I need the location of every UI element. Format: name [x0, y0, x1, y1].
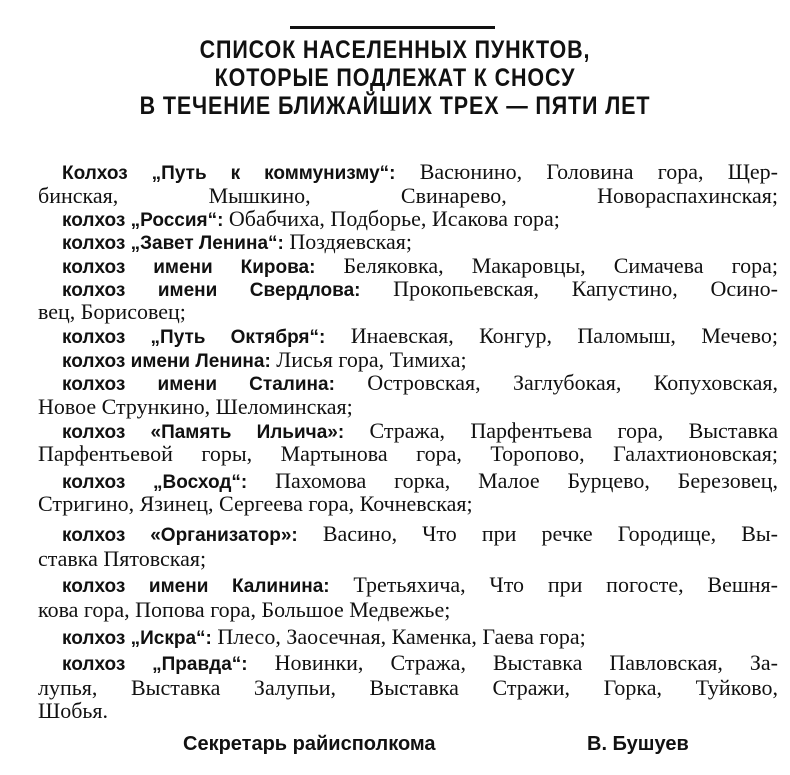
settlement-names: вец, Борисовец;: [38, 299, 186, 324]
kolkhoz-name: колхоз имени Ленина:: [62, 351, 271, 372]
list-line: [38, 547, 778, 571]
settlement-names: Лисья гора, Тимиха;: [270, 347, 467, 372]
list-line: [38, 300, 778, 324]
kolkhoz-name: колхоз „Искра“:: [62, 628, 212, 649]
list-line: [38, 395, 778, 419]
settlement-names: Третьяхича, Что при погосте, Вешня-: [329, 573, 778, 597]
list-line: [62, 573, 778, 597]
settlement-names: Новое Стрункино, Шеломинская;: [38, 394, 353, 419]
list-line: [62, 160, 778, 184]
settlement-names: Парфентьевой горы, Мартынова гора, Торопово, Галахтионовская;: [38, 442, 778, 466]
settlement-names: Беляковка, Макаровцы, Симачева гора;: [315, 254, 778, 278]
settlement-names: Пахомова горка, Малое Бурцево, Березовец,: [247, 469, 778, 493]
kolkhoz-name: колхоз имени Кирова:: [62, 257, 316, 278]
list-line: [38, 492, 778, 516]
settlement-names: кова гора, Попова гора, Большое Медвежье;: [38, 597, 451, 622]
kolkhoz-name: колхоз имени Сталина:: [62, 374, 335, 395]
list-line: [38, 598, 778, 622]
list-line: [62, 469, 778, 493]
list-line: [62, 230, 778, 256]
list-line: [62, 625, 778, 651]
list-line: [62, 254, 778, 278]
kolkhoz-name: колхоз «Память Ильича»:: [62, 422, 345, 443]
settlement-names: Плесо, Заосечная, Каменка, Гаева гора;: [211, 624, 586, 649]
settlement-names: бинская, Мышкино, Свинарево, Новораспахинская;: [38, 184, 778, 208]
list-line: [38, 699, 778, 723]
kolkhoz-name: колхоз имени Свердлова:: [62, 280, 361, 301]
settlement-names: Стригино, Язинец, Сергеева гора, Кочневская;: [38, 491, 473, 516]
title-line-2: КОТОРЫЕ ПОДЛЕЖАТ К СНОСУ: [214, 64, 576, 92]
kolkhoz-name: колхоз „Восход“:: [62, 472, 248, 493]
signature-name: В. Бушуев: [587, 733, 689, 755]
kolkhoz-name: колхоз имени Калинина:: [62, 576, 330, 597]
list-line: [62, 651, 778, 675]
list-line: [38, 184, 778, 208]
settlement-names: Васюнино, Головина гора, Щер-: [395, 160, 778, 184]
settlement-names: Прокопьевская, Капустино, Осино-: [360, 277, 778, 301]
title-line-3: В ТЕЧЕНИЕ БЛИЖАЙШИХ ТРЕХ — ПЯТИ ЛЕТ: [139, 92, 651, 120]
list-line: [62, 419, 778, 443]
list-line: [62, 324, 778, 348]
list-line: [62, 371, 778, 395]
list-line: [62, 522, 778, 546]
settlement-names: Инаевская, Конгур, Паломыш, Мечево;: [325, 324, 778, 348]
signature-role: Секретарь райисполкома: [183, 733, 436, 755]
list-line: [62, 277, 778, 301]
settlement-names: Поздяевская;: [283, 229, 412, 254]
settlement-names: ставка Пятовская;: [38, 546, 207, 571]
title-line-1: СПИСОК НАСЕЛЕННЫХ ПУНКТОВ,: [199, 36, 591, 64]
kolkhoz-name: колхоз „Правда“:: [62, 654, 248, 675]
kolkhoz-name: колхоз „Путь Октября“:: [62, 327, 326, 348]
kolkhoz-name: Колхоз „Путь к коммунизму“:: [62, 163, 396, 184]
settlement-names: Островская, Заглубокая, Копуховская,: [334, 371, 778, 395]
settlement-names: Новинки, Стража, Выставка Павловская, За-: [247, 651, 778, 675]
list-line: [38, 676, 778, 700]
settlement-names: Обабчиха, Подборье, Исакова гора;: [223, 206, 560, 231]
top-rule: [290, 26, 495, 29]
list-line: [38, 442, 778, 466]
kolkhoz-name: колхоз „Завет Ленина“:: [62, 233, 284, 254]
kolkhoz-name: колхоз «Организатор»:: [62, 525, 298, 546]
settlement-names: лупья, Выставка Залупьи, Выставка Стражи, Горка, Туйково,: [38, 676, 778, 700]
settlement-names: Васино, Что при речке Городище, Вы-: [297, 522, 778, 546]
settlement-names: Шобья.: [38, 698, 109, 723]
settlement-names: Стража, Парфентьева гора, Выставка: [344, 419, 778, 443]
kolkhoz-name: колхоз „Россия“:: [62, 210, 224, 231]
